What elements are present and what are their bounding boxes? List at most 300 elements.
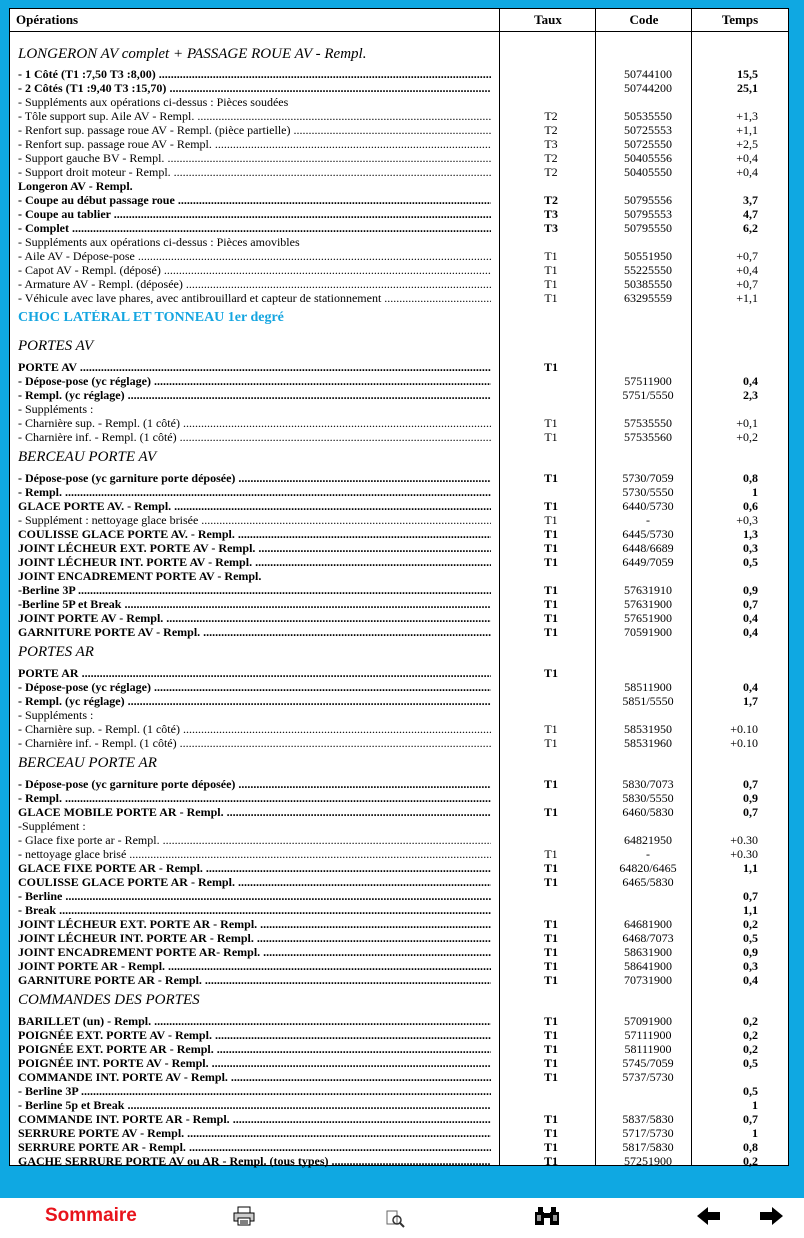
temps-cell: 0,7 (743, 597, 758, 611)
taux-cell: T1 (543, 945, 558, 959)
code-cell: 57535560 (624, 430, 672, 444)
table-row (10, 611, 788, 625)
operation-cell: - Complet ..... (18, 221, 491, 235)
operation-cell: - Charnière sup. - Rempl. (1 côté) ..... (18, 722, 491, 736)
taux-cell: T1 (543, 917, 558, 931)
table-row (10, 1028, 788, 1042)
operation-cell: JOINT LÉCHEUR INT. PORTE AR - Rempl. ..... (18, 931, 491, 945)
operation-cell: JOINT LÉCHEUR EXT. PORTE AV - Rempl. ..... (18, 541, 491, 555)
temps-cell: 0,3 (743, 959, 758, 973)
operations-table (9, 8, 789, 1166)
col-taux-header: Taux (534, 12, 562, 27)
temps-cell: 3,7 (743, 193, 758, 207)
table-row (10, 1014, 788, 1028)
taux-cell: T2 (544, 165, 558, 179)
taux-cell: T1 (543, 861, 558, 875)
operation-cell: - Capot AV - Rempl. (déposé) ..... (18, 263, 491, 277)
taux-cell: T1 (543, 777, 558, 791)
code-cell: 6468/7073 (622, 931, 674, 945)
operation-cell: CHOC LATÉRAL ET TONNEAU 1er degré (18, 310, 284, 325)
table-row (10, 527, 788, 541)
taux-cell: T2 (544, 123, 558, 137)
operation-cell: - Armature AV - Rempl. (déposée) ..... (18, 277, 491, 291)
code-cell: 58111900 (624, 1042, 672, 1056)
table-row (10, 193, 788, 207)
operation-cell: - Support gauche BV - Rempl. ..... (18, 151, 491, 165)
taux-cell: T2 (544, 151, 558, 165)
operation-cell: JOINT LÉCHEUR INT. PORTE AV - Rempl. ..... (18, 555, 491, 569)
taux-cell: T1 (543, 527, 558, 541)
operation-cell: SERRURE PORTE AV - Rempl. ..... (18, 1126, 491, 1140)
table-row (10, 1070, 788, 1084)
code-cell: 64820/6465 (619, 861, 677, 875)
temps-cell: 1,3 (743, 527, 758, 541)
operation-cell: - Dépose-pose (yc réglage) ..... (18, 374, 491, 388)
table-row (10, 777, 788, 791)
operation-cell: GLACE FIXE PORTE AR - Rempl. ..... (18, 861, 491, 875)
code-cell: 6449/7059 (622, 555, 674, 569)
table-row (10, 819, 788, 833)
temps-cell: +0,4 (736, 151, 758, 165)
taux-cell: T1 (543, 973, 558, 987)
operation-cell: - Rempl. (yc réglage) ..... (18, 694, 491, 708)
code-cell: - (646, 513, 650, 527)
temps-cell: +0,7 (736, 249, 758, 263)
temps-cell: 0,7 (743, 805, 758, 819)
code-cell: 50795553 (624, 207, 672, 221)
operation-cell: - Rempl. ..... (18, 791, 491, 805)
temps-cell: +0,3 (736, 513, 758, 527)
table-row (10, 360, 788, 374)
code-cell: 5830/7073 (622, 777, 674, 791)
operation-cell: - Rempl. ..... (18, 485, 491, 499)
temps-cell: 0,5 (743, 1084, 758, 1098)
taux-cell: T1 (543, 805, 558, 819)
code-cell: 50551950 (624, 249, 672, 263)
temps-cell: 0,9 (743, 945, 758, 959)
temps-cell: 0,8 (743, 1140, 758, 1154)
table-row (10, 1154, 788, 1168)
table-row (10, 95, 788, 109)
code-cell: 50795550 (624, 221, 672, 235)
table-row (10, 263, 788, 277)
temps-cell: 0,2 (743, 1154, 758, 1168)
table-row (10, 541, 788, 555)
operation-cell: -Berline 3P ..... (18, 583, 491, 597)
operation-cell: - Renfort sup. passage roue AV - Rempl. ..... (18, 137, 491, 151)
temps-cell: 0,6 (743, 499, 758, 513)
temps-cell: 6,2 (743, 221, 758, 235)
taux-cell: T1 (543, 360, 558, 374)
table-row (10, 207, 788, 221)
temps-cell: 0,4 (743, 973, 758, 987)
taux-cell: T1 (544, 291, 558, 305)
operation-cell: COULISSE GLACE PORTE AR - Rempl. ..... (18, 875, 491, 889)
table-row (10, 249, 788, 263)
col-operations-header: Opérations (16, 12, 79, 27)
code-cell: 50725550 (624, 137, 672, 151)
code-cell: 57651900 (624, 611, 672, 625)
taux-cell: T1 (543, 666, 558, 680)
temps-cell: 0,5 (743, 555, 758, 569)
taux-cell: T1 (544, 847, 558, 861)
operation-cell: COULISSE GLACE PORTE AV. - Rempl. ..... (18, 527, 491, 541)
table-row (10, 833, 788, 847)
temps-cell: 1 (752, 1098, 758, 1112)
taux-cell: T1 (543, 1014, 558, 1028)
operation-cell: GARNITURE PORTE AV - Rempl. ..... (18, 625, 491, 639)
operation-cell: - Berline ..... (18, 889, 491, 903)
table-row (10, 917, 788, 931)
operation-cell: POIGNÉE EXT. PORTE AR - Rempl. ..... (18, 1042, 491, 1056)
taux-cell: T1 (543, 499, 558, 513)
code-cell: 5830/5550 (622, 791, 674, 805)
code-cell: 6445/5730 (622, 527, 674, 541)
code-cell: 6448/6689 (622, 541, 674, 555)
taux-cell: T1 (543, 875, 558, 889)
temps-cell: 4,7 (743, 207, 758, 221)
taux-cell: T1 (543, 1154, 558, 1168)
temps-cell: 1 (752, 485, 758, 499)
taux-cell: T1 (543, 1112, 558, 1126)
temps-cell: 2,3 (743, 388, 758, 402)
code-cell: 5717/5730 (622, 1126, 674, 1140)
temps-cell: 0,7 (743, 777, 758, 791)
operation-cell: LONGERON AV complet + PASSAGE ROUE AV - Rempl. (18, 46, 367, 62)
operation-cell: PORTE AV ..... (18, 360, 491, 374)
operation-cell: - Charnière inf. - Rempl. (1 côté) ..... (18, 430, 491, 444)
operation-cell: GLACE MOBILE PORTE AR - Rempl. ..... (18, 805, 491, 819)
code-cell: 63295559 (624, 291, 672, 305)
operation-cell: - Suppléments : (18, 402, 94, 416)
table-row (10, 374, 788, 388)
code-cell: 50795556 (624, 193, 672, 207)
operation-cell: - Charnière sup. - Rempl. (1 côté) ..... (18, 416, 491, 430)
table-row (10, 67, 788, 81)
table-row (10, 945, 788, 959)
table-row (10, 221, 788, 235)
operation-cell: -Berline 5P et Break ..... (18, 597, 491, 611)
table-row (10, 81, 788, 95)
temps-cell: +0.10 (730, 736, 758, 750)
temps-cell: +0.10 (730, 722, 758, 736)
operation-cell: BERCEAU PORTE AV (18, 449, 157, 465)
temps-cell: 15,5 (737, 67, 758, 81)
operation-cell: JOINT LÉCHEUR EXT. PORTE AR - Rempl. ..... (18, 917, 491, 931)
table-row (10, 291, 788, 305)
temps-cell: 0,8 (743, 471, 758, 485)
operation-cell: - Suppléments aux opérations ci-dessus : Pièces amovibles (18, 235, 300, 249)
section-heading (10, 46, 788, 60)
table-row (10, 109, 788, 123)
code-cell: 6465/5830 (622, 875, 674, 889)
taux-cell: T2 (543, 193, 558, 207)
temps-cell: +0,7 (736, 277, 758, 291)
taux-cell: T1 (543, 1140, 558, 1154)
table-row (10, 402, 788, 416)
code-cell: 58631900 (624, 945, 672, 959)
temps-cell: +0,1 (736, 416, 758, 430)
taux-cell: T3 (543, 221, 558, 235)
table-header (10, 9, 788, 32)
temps-cell: 25,1 (737, 81, 758, 95)
operation-cell: COMMANDES DES PORTES (18, 992, 200, 1008)
table-row (10, 1112, 788, 1126)
taux-cell: T1 (543, 1042, 558, 1056)
code-cell: 50385550 (624, 277, 672, 291)
operation-cell: - Berline 5p et Break ..... (18, 1098, 491, 1112)
code-cell: 50725553 (624, 123, 672, 137)
operation-cell: COMMANDE INT. PORTE AV - Rempl. ..... (18, 1070, 491, 1084)
taux-cell: T3 (544, 137, 558, 151)
operation-cell: - Renfort sup. passage roue AV - Rempl. (pièce partielle) ..... (18, 123, 491, 137)
print-icon[interactable] (233, 1206, 255, 1231)
table-row (10, 736, 788, 750)
taux-cell: T1 (543, 625, 558, 639)
operation-cell: - Dépose-pose (yc garniture porte déposée) ..... (18, 471, 491, 485)
section-heading (10, 338, 788, 352)
code-cell: 57631900 (624, 597, 672, 611)
operation-cell: - Supplément : nettoyage glace brisée ..... (18, 513, 491, 527)
operation-cell: PORTES AR (18, 644, 94, 660)
table-row (10, 708, 788, 722)
code-cell: 57111900 (624, 1028, 672, 1042)
table-row (10, 499, 788, 513)
table-row (10, 388, 788, 402)
operation-cell: - Charnière inf. - Rempl. (1 côté) ..... (18, 736, 491, 750)
code-cell: 50744100 (624, 67, 672, 81)
code-cell: 6440/5730 (622, 499, 674, 513)
taux-cell: T1 (543, 471, 558, 485)
table-row (10, 555, 788, 569)
temps-cell: 0,4 (743, 625, 758, 639)
operation-cell: JOINT ENCADREMENT PORTE AV - Rempl. (18, 569, 262, 583)
table-row (10, 666, 788, 680)
temps-cell: 0,2 (743, 1042, 758, 1056)
operation-cell: - Aile AV - Dépose-pose ..... (18, 249, 491, 263)
operation-cell: -Supplément : (18, 819, 86, 833)
taux-cell: T1 (544, 263, 558, 277)
code-cell: 57511900 (624, 374, 672, 388)
temps-cell: 0,7 (743, 889, 758, 903)
table-row (10, 485, 788, 499)
operation-cell: - Glace fixe porte ar - Rempl. ..... (18, 833, 491, 847)
temps-cell: 0,2 (743, 1014, 758, 1028)
taux-cell: T1 (544, 249, 558, 263)
table-row (10, 137, 788, 151)
table-row (10, 875, 788, 889)
code-cell: 64681900 (624, 917, 672, 931)
sommaire-link[interactable]: Sommaire (45, 1205, 137, 1226)
col-code-header: Code (629, 12, 659, 27)
taux-cell: T1 (543, 959, 558, 973)
code-cell: 50535550 (624, 109, 672, 123)
table-row (10, 416, 788, 430)
operation-cell: - Break ..... (18, 903, 491, 917)
code-cell: 57091900 (624, 1014, 672, 1028)
section-heading (10, 644, 788, 658)
operation-cell: - 1 Côté (T1 :7,50 T3 :8,00) ..... (18, 67, 491, 81)
code-cell: 5730/5550 (622, 485, 674, 499)
table-row (10, 235, 788, 249)
code-cell: 50405550 (624, 165, 672, 179)
operation-cell: JOINT PORTE AV - Rempl. ..... (18, 611, 491, 625)
table-row (10, 805, 788, 819)
code-cell: 6460/5830 (622, 805, 674, 819)
code-cell: 5737/5730 (622, 1070, 674, 1084)
table-row (10, 1098, 788, 1112)
col-temps-header: Temps (721, 12, 759, 27)
section-heading (10, 992, 788, 1006)
taux-cell: T1 (544, 430, 558, 444)
operation-cell: - Berline 3P ..... (18, 1084, 491, 1098)
taux-cell: T1 (543, 1070, 558, 1084)
code-cell: 57631910 (624, 583, 672, 597)
operation-cell: POIGNÉE INT. PORTE AV - Rempl. ..... (18, 1056, 491, 1070)
table-row (10, 513, 788, 527)
table-row (10, 931, 788, 945)
operation-cell: PORTE AR ..... (18, 666, 491, 680)
temps-cell: +0,4 (736, 165, 758, 179)
table-row (10, 277, 788, 291)
operation-cell: - Véhicule avec lave phares, avec antibrouillard et capteur de stationnement ..... (18, 291, 491, 305)
table-row (10, 151, 788, 165)
temps-cell: +0.30 (730, 833, 758, 847)
table-row (10, 1042, 788, 1056)
code-cell: 64821950 (624, 833, 672, 847)
temps-cell: 0,5 (743, 931, 758, 945)
code-cell: 58641900 (624, 959, 672, 973)
taux-cell: T3 (543, 207, 558, 221)
operation-cell: SERRURE PORTE AR - Rempl. ..... (18, 1140, 491, 1154)
code-cell: - (646, 847, 650, 861)
table-row (10, 597, 788, 611)
operation-cell: - Support droit moteur - Rempl. ..... (18, 165, 491, 179)
taux-cell: T1 (543, 597, 558, 611)
code-cell: 58531960 (624, 736, 672, 750)
operation-cell: - Rempl. (yc réglage) ..... (18, 388, 491, 402)
operation-cell: - Dépose-pose (yc réglage) ..... (18, 680, 491, 694)
table-row (10, 471, 788, 485)
table-row (10, 430, 788, 444)
table-row (10, 791, 788, 805)
code-cell: 57251900 (624, 1154, 672, 1168)
table-row (10, 1084, 788, 1098)
temps-cell: 0,3 (743, 541, 758, 555)
code-cell: 5837/5830 (622, 1112, 674, 1126)
table-row (10, 179, 788, 193)
table-row (10, 959, 788, 973)
binoculars-icon[interactable] (533, 1206, 561, 1231)
operation-cell: JOINT PORTE AR - Rempl. ..... (18, 959, 491, 973)
section-heading (10, 310, 788, 324)
table-row (10, 889, 788, 903)
operation-cell: JOINT ENCADREMENT PORTE AR- Rempl. ..... (18, 945, 491, 959)
temps-cell: 0,2 (743, 917, 758, 931)
operation-cell: BARILLET (un) - Rempl. ..... (18, 1014, 491, 1028)
temps-cell: 0,4 (743, 374, 758, 388)
temps-cell: 0,2 (743, 1028, 758, 1042)
temps-cell: +1,3 (736, 109, 758, 123)
temps-cell: 0,7 (743, 1112, 758, 1126)
taux-cell: T1 (544, 513, 558, 527)
code-cell: 5817/5830 (622, 1140, 674, 1154)
next-arrow-icon[interactable] (760, 1206, 784, 1231)
table-row (10, 1140, 788, 1154)
table-row (10, 861, 788, 875)
table-row (10, 569, 788, 583)
prev-arrow-icon[interactable] (697, 1206, 721, 1231)
table-row (10, 722, 788, 736)
operation-cell: PORTES AV (18, 338, 94, 354)
temps-cell: 0,4 (743, 680, 758, 694)
operation-cell: - Coupe au tablier ..... (18, 207, 491, 221)
table-row (10, 625, 788, 639)
section-heading (10, 449, 788, 463)
nav-footer (0, 1198, 804, 1238)
code-cell: 70591900 (624, 625, 672, 639)
temps-cell: 1,1 (743, 861, 758, 875)
taux-cell: T1 (544, 722, 558, 736)
temps-cell: 1 (752, 1126, 758, 1140)
table-row (10, 1056, 788, 1070)
code-cell: 5851/5550 (622, 694, 674, 708)
temps-cell: +0,2 (736, 430, 758, 444)
taux-cell: T1 (543, 1028, 558, 1042)
table-row (10, 583, 788, 597)
temps-cell: 0,9 (743, 583, 758, 597)
code-cell: 50744200 (624, 81, 672, 95)
table-row (10, 847, 788, 861)
operation-cell: GACHE SERRURE PORTE AV ou AR - Rempl. (tous types) ..... (18, 1154, 491, 1168)
search-doc-icon[interactable] (386, 1210, 406, 1233)
temps-cell: +0,4 (736, 263, 758, 277)
operation-cell: GLACE PORTE AV. - Rempl. ..... (18, 499, 491, 513)
code-cell: 5751/5550 (622, 388, 674, 402)
taux-cell: T1 (543, 583, 558, 597)
operation-cell: - Coupe au début passage roue ..... (18, 193, 491, 207)
taux-cell: T2 (544, 109, 558, 123)
operation-cell: BERCEAU PORTE AR (18, 755, 157, 771)
section-heading (10, 755, 788, 769)
taux-cell: T1 (543, 1126, 558, 1140)
operation-cell: - Dépose-pose (yc garniture porte déposée) ..... (18, 777, 491, 791)
operation-cell: Longeron AV - Rempl. (18, 179, 133, 193)
temps-cell: +1,1 (736, 123, 758, 137)
taux-cell: T1 (543, 1056, 558, 1070)
temps-cell: +1,1 (736, 291, 758, 305)
code-cell: 5745/7059 (622, 1056, 674, 1070)
table-row (10, 1126, 788, 1140)
table-row (10, 680, 788, 694)
temps-cell: 0,4 (743, 611, 758, 625)
operation-cell: POIGNÉE EXT. PORTE AV - Rempl. ..... (18, 1028, 491, 1042)
code-cell: 55225550 (624, 263, 672, 277)
code-cell: 5730/7059 (622, 471, 674, 485)
operation-cell: - Suppléments : (18, 708, 94, 722)
code-cell: 70731900 (624, 973, 672, 987)
code-cell: 57535550 (624, 416, 672, 430)
operation-cell: - 2 Côtés (T1 :9,40 T3 :15,70) ..... (18, 81, 491, 95)
table-row (10, 973, 788, 987)
taux-cell: T1 (544, 277, 558, 291)
taux-cell: T1 (543, 555, 558, 569)
temps-cell: +2,5 (736, 137, 758, 151)
table-row (10, 165, 788, 179)
taux-cell: T1 (543, 931, 558, 945)
temps-cell: 0,9 (743, 791, 758, 805)
taux-cell: T1 (543, 611, 558, 625)
